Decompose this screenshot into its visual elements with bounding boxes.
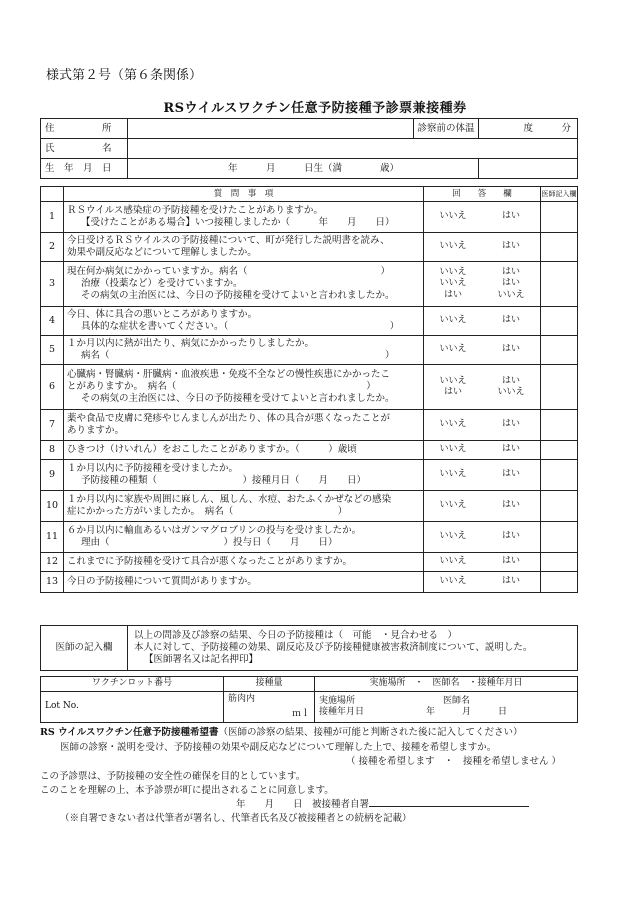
question-text <box>64 522 424 553</box>
answer-no[interactable]: いいえ <box>439 576 467 587</box>
address-field[interactable] <box>128 119 414 139</box>
consent-question: 医師の診察・説明を受け、予防接種の効果や副反応などについて理解した上で、接種を希望しますか。 <box>60 742 497 753</box>
header-question: 質 問 事 項 <box>64 187 424 202</box>
question-number: 8 <box>41 441 64 460</box>
document-title: RSウイルスワクチン任意予防接種予診票兼接種券 <box>163 101 467 116</box>
answer-yes[interactable]: はい <box>501 444 520 455</box>
doctor-signature-line[interactable]: 【医師署名又は記名押印】 <box>144 653 259 665</box>
question-text <box>64 365 424 410</box>
answer-yes[interactable]: はい <box>443 289 462 300</box>
doctor-note-cell[interactable] <box>541 202 578 233</box>
answer-no[interactable]: いいえ <box>439 344 467 355</box>
doctor-note-cell[interactable] <box>541 336 578 365</box>
vaccine-table <box>40 676 578 723</box>
doctor-note-cell[interactable] <box>541 307 578 336</box>
answer-yes[interactable]: はい <box>501 469 520 480</box>
date-value[interactable]: 年 月 日 <box>426 707 508 717</box>
doctor-note-cell[interactable] <box>541 233 578 262</box>
question-number: 9 <box>41 460 64 491</box>
question-row <box>41 410 578 441</box>
answer-yes[interactable]: はい <box>501 278 520 289</box>
address-label: 住 所 <box>41 119 128 139</box>
purpose-line-2: このことを理解の上、本予診票が町に提出されることに同意します。 <box>40 785 334 796</box>
question-row <box>41 491 578 522</box>
doctor-note-cell[interactable] <box>541 491 578 522</box>
question-line: 症にかかった方がいましたか。 病名（ ） <box>67 506 348 517</box>
dose-unit[interactable]: ｍｌ <box>291 709 310 719</box>
answer-cell <box>424 202 541 233</box>
question-line: その病気の主治医には、今日の予防接種を受けてよいと言われましたか。 <box>81 392 395 404</box>
question-number: 10 <box>41 491 64 522</box>
temperature-field[interactable]: 度 分 <box>479 119 578 139</box>
purpose-line-1: この予診票は、予防接種の安全性の確保を目的としています。 <box>40 771 306 782</box>
answer-no[interactable]: いいえ <box>439 469 467 480</box>
consent-choice[interactable]: （ 接種を希望します ・ 接種を希望しません ） <box>346 756 562 767</box>
question-row <box>41 262 578 307</box>
patient-info-table <box>40 118 578 179</box>
question-row <box>41 572 578 593</box>
birthdate-field[interactable]: 年 月 日生（満 歳） <box>128 159 479 179</box>
doctor-section-label: 医師の記入欄 <box>41 626 128 671</box>
answer-no[interactable]: いいえ <box>439 556 467 567</box>
place-header: 実施場所 ・ 医師名 ・接種年月日 <box>315 677 578 692</box>
answer-yes[interactable]: はい <box>501 344 520 355</box>
question-text <box>64 262 424 307</box>
answer-no[interactable]: いいえ <box>439 375 467 386</box>
birthdate-blank <box>479 159 578 179</box>
question-number: 6 <box>41 365 64 410</box>
question-text <box>64 336 424 365</box>
doctor-note-cell[interactable] <box>541 553 578 572</box>
signature-label: 年 月 日 被接種者自署 <box>236 799 370 810</box>
answer-yes[interactable]: はい <box>501 267 520 278</box>
question-row <box>41 460 578 491</box>
question-line: １か月以内に熱が出たり、病気にかかったりしましたか。 <box>67 338 315 350</box>
question-text <box>64 233 424 262</box>
lot-header: ワクチンロット番号 <box>41 677 224 692</box>
questionnaire-table <box>40 186 578 593</box>
question-line: ＲＳウイルス感染症の予防接種を受けたことがありますか。 <box>67 205 323 217</box>
doctor-explanation-line: 本人に対して、予防接種の効果、副反応及び予防接種健康被害救済制度について、説明した。 <box>134 642 533 654</box>
doctor-note-cell[interactable] <box>541 410 578 441</box>
answer-cell <box>424 262 541 307</box>
answer-no[interactable]: いいえ <box>439 500 467 511</box>
header-number-cell <box>41 187 64 202</box>
answer-no[interactable]: いいえ <box>439 241 467 252</box>
answer-cell <box>424 233 541 262</box>
route-text: 筋肉内 <box>228 693 256 704</box>
question-text <box>64 460 424 491</box>
dose-header: 接種量 <box>224 677 315 692</box>
form-number: 様式第２号（第６条関係） <box>46 68 203 83</box>
doctor-judgment-line[interactable]: 以上の問診及び診察の結果、今日の予防接種は（ 可能 ・見合わせる ） <box>134 630 458 642</box>
doctor-note-cell[interactable] <box>541 522 578 553</box>
question-line: 効果や副反応などについて理解しましたか。 <box>67 247 257 258</box>
doctor-note-cell[interactable] <box>541 460 578 491</box>
answer-yes[interactable]: はい <box>501 315 520 326</box>
question-line: 予防接種の種類（ ）接種月日（ 月 日） <box>81 475 367 486</box>
question-line: ６か月以内に輸血あるいはガンマグロブリンの投与を受けましたか。 <box>67 525 362 537</box>
answer-cell <box>424 572 541 593</box>
question-line: 今日、体に具合の悪いところがありますか。 <box>67 309 258 321</box>
question-line: ひきつけ（けいれん）をおこしたことがありますか。（ ）歳頃 <box>67 444 357 456</box>
question-number: 5 <box>41 336 64 365</box>
answer-yes[interactable]: はい <box>501 531 520 542</box>
answer-yes[interactable]: はい <box>501 419 520 430</box>
question-row <box>41 522 578 553</box>
doctor-section <box>40 625 578 671</box>
question-row <box>41 553 578 572</box>
answer-cell <box>424 307 541 336</box>
answer-yes[interactable]: はい <box>501 500 520 511</box>
consent-title: RS ウイルスワクチン任意予防接種希望書 <box>40 727 219 738</box>
answer-no[interactable]: いいえ <box>497 289 525 300</box>
answer-cell <box>424 441 541 460</box>
question-line: とがありますか。 病名（ ） <box>67 381 376 393</box>
question-row <box>41 441 578 460</box>
doctor-name-label[interactable]: 医師名 <box>443 695 471 706</box>
question-text <box>64 410 424 441</box>
question-number: 12 <box>41 553 64 572</box>
question-number: 2 <box>41 233 64 262</box>
doctor-note-cell[interactable] <box>541 441 578 460</box>
consent-note: （医師の診察の結果、接種が可能と判断された後に記入してください） <box>218 727 523 738</box>
question-line: 病名（ ） <box>81 350 395 361</box>
answer-yes[interactable]: はい <box>501 556 520 567</box>
answer-no[interactable]: いいえ <box>439 211 467 222</box>
question-row <box>41 365 578 410</box>
question-number: 1 <box>41 202 64 233</box>
question-line: 今日の予防接種について質問がありますか。 <box>67 576 257 588</box>
question-line: 【受けたことがある場合】いつ接種しましたか（ 年 月 日） <box>81 217 395 228</box>
question-text <box>64 441 424 460</box>
question-line: これまでに予防接種を受けて具合が悪くなったことがありますか。 <box>67 556 353 568</box>
lot-number-field[interactable]: Lot No. <box>41 692 224 723</box>
doctor-note-cell[interactable] <box>541 572 578 593</box>
temperature-label: 診察前の体温 <box>414 119 479 139</box>
question-text <box>64 491 424 522</box>
question-line: 治療（投薬など）を受けていますか。 <box>81 278 243 290</box>
answer-yes[interactable]: はい <box>501 241 520 252</box>
question-line: 心臓病・腎臓病・肝臓病・血液疾患・免疫不全などの慢性疾患にかかったこ <box>67 369 391 381</box>
question-line: 現在何か病気にかかっていますか。病名（ ） <box>67 266 391 278</box>
answer-cell <box>424 365 541 410</box>
question-row <box>41 307 578 336</box>
question-line: ありますか。 <box>67 425 125 436</box>
question-line: 今日受けるＲＳウイルスの予防接種について、町が発行した説明書を読み、 <box>67 235 390 247</box>
answer-cell <box>424 410 541 441</box>
answer-yes[interactable]: はい <box>501 211 520 222</box>
question-number: 3 <box>41 262 64 307</box>
question-row <box>41 336 578 365</box>
answer-yes[interactable]: はい <box>443 387 462 397</box>
header-doctor: 医師記入欄 <box>541 187 578 202</box>
answer-cell <box>424 491 541 522</box>
question-line: １か月以内に家族や周囲に麻しん、風しん、水痘、おたふくかぜなどの感染 <box>67 494 392 506</box>
question-row <box>41 233 578 262</box>
date-label: 接種年月日 <box>319 707 365 717</box>
answer-cell <box>424 522 541 553</box>
signature-field[interactable] <box>369 796 529 807</box>
question-text <box>64 307 424 336</box>
answer-cell <box>424 336 541 365</box>
question-line: １か月以内に予防接種を受けましたか。 <box>67 463 239 475</box>
answer-yes[interactable]: はい <box>501 375 520 386</box>
name-field[interactable] <box>128 139 578 159</box>
answer-no[interactable]: いいえ <box>497 387 525 397</box>
question-number: 4 <box>41 307 64 336</box>
answer-cell <box>424 553 541 572</box>
header-answer: 回 答 欄 <box>424 187 541 202</box>
question-number: 7 <box>41 410 64 441</box>
question-text <box>64 553 424 572</box>
name-label: 氏 名 <box>41 139 128 159</box>
question-number: 13 <box>41 572 64 593</box>
doctor-note-cell[interactable] <box>541 365 578 410</box>
question-text <box>64 202 424 233</box>
question-text <box>64 572 424 593</box>
question-number: 11 <box>41 522 64 553</box>
question-line: 理由（ ）投与日（ 月 日） <box>81 537 338 548</box>
doctor-note-cell[interactable] <box>541 262 578 307</box>
birthdate-label: 生 年 月 日 <box>41 159 128 179</box>
question-row <box>41 202 578 233</box>
question-line: 薬や食品で皮膚に発疹やじんましんが出たり、体の具合が悪くなったことが <box>67 413 391 425</box>
answer-no[interactable]: いいえ <box>439 419 467 430</box>
question-line: 具体的な症状を書いてください。（ ） <box>81 321 400 332</box>
answer-yes[interactable]: はい <box>501 576 520 587</box>
signature-note: （※自署できない者は代筆者が署名し、代筆者氏名及び被接種者との続柄を記載） <box>60 813 412 824</box>
question-line: その病気の主治医には、今日の予防接種を受けてよいと言われましたか。 <box>81 289 395 301</box>
answer-no[interactable]: いいえ <box>439 444 467 455</box>
answer-no[interactable]: いいえ <box>439 278 467 289</box>
place-label[interactable]: 実施場所 <box>319 695 356 706</box>
answer-no[interactable]: いいえ <box>439 267 467 278</box>
answer-no[interactable]: いいえ <box>439 531 467 542</box>
answer-no[interactable]: いいえ <box>439 315 467 326</box>
answer-cell <box>424 460 541 491</box>
